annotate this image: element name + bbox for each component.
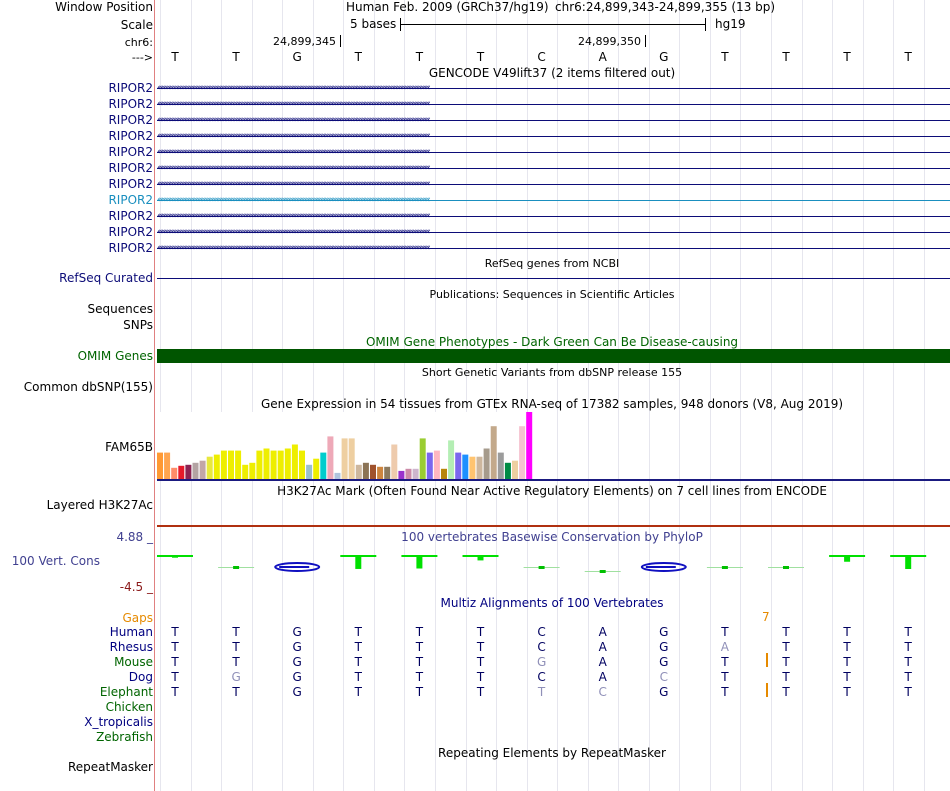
multiz-track-title[interactable]: Multiz Alignments of 100 Vertebrates	[440, 596, 664, 610]
scale-bar-right-tick	[705, 18, 706, 31]
gtex-tissue-bar[interactable]	[441, 469, 447, 479]
gtex-tissue-bar[interactable]	[278, 451, 284, 479]
base-letter: T	[782, 50, 790, 64]
gtex-tissue-bar[interactable]	[498, 453, 504, 479]
phylop-chart[interactable]	[157, 542, 950, 587]
alignment-base: T	[843, 670, 851, 684]
alignment-base: T	[415, 655, 424, 669]
gtex-tissue-bar[interactable]	[320, 453, 326, 479]
gtex-tissue-bar[interactable]	[271, 451, 277, 479]
gtex-tissue-bar[interactable]	[200, 461, 206, 479]
alignment-base: T	[171, 655, 179, 669]
gaps-label[interactable]: Gaps	[122, 611, 153, 625]
scale-text: 5 bases	[350, 17, 397, 31]
gtex-tissue-bar[interactable]	[193, 463, 199, 479]
strand-chevron-icon: ‹‹‹‹‹‹‹‹‹‹‹‹‹‹‹‹‹‹‹‹‹‹‹‹‹‹‹‹‹‹‹‹‹‹‹‹‹‹‹‹‹‹‹‹‹‹‹‹‹‹‹‹‹‹‹‹‹‹‹‹‹‹‹‹‹‹‹‹‹‹‹‹‹‹‹‹‹‹‹‹‹‹‹‹‹‹‹‹‹‹‹‹‹‹‹‹‹‹‹‹‹‹‹‹‹‹‹‹‹‹‹‹‹‹‹‹‹‹‹‹‹‹‹‹‹‹‹‹‹‹‹‹‹‹‹‹‹‹‹‹‹‹‹‹‹‹‹‹‹‹‹‹‹‹‹‹‹‹‹‹‹‹‹‹‹‹‹‹‹‹	[157, 213, 429, 220]
alignment-base: A	[598, 625, 607, 639]
alignment-base: T	[354, 655, 362, 669]
gtex-tissue-bar[interactable]	[342, 438, 348, 479]
gtex-track-title[interactable]: Gene Expression in 54 tissues from GTEx RNA-seq of 17382 samples, 948 donors (V8, Aug 2019)	[260, 397, 844, 411]
refseq-gene-line[interactable]	[157, 278, 950, 279]
gencode-gene-label[interactable]: RIPOR2	[108, 241, 153, 255]
alignment-base: G	[292, 640, 302, 654]
gencode-gene-label[interactable]: RIPOR2	[108, 193, 153, 207]
alignment-base: T	[782, 685, 790, 699]
gtex-tissue-bar[interactable]	[356, 465, 362, 479]
alignment-base: G	[292, 670, 302, 684]
alignment-base: G	[292, 625, 302, 639]
gtex-tissue-bar[interactable]	[242, 465, 248, 479]
alignment-base: T	[843, 625, 851, 639]
assembly-text: Human Feb. 2009 (GRCh37/hg19)	[346, 0, 549, 14]
gencode-gene-label[interactable]: RIPOR2	[108, 129, 153, 143]
alignment-base: T	[476, 670, 485, 684]
alignment-base: G	[292, 685, 302, 699]
alignment-base: T	[904, 670, 912, 684]
scale-db-text: hg19	[715, 17, 746, 31]
phylop-score-mark[interactable]	[524, 566, 560, 569]
alignment-base: T	[476, 625, 485, 639]
base-letter: T	[721, 50, 729, 64]
gtex-tissue-bar[interactable]	[349, 438, 355, 479]
alignment-base: C	[537, 625, 546, 639]
alignment-base: G	[659, 625, 669, 639]
species-label-rhesus[interactable]: Rhesus	[109, 640, 153, 654]
base-letter: T	[415, 50, 424, 64]
species-label-chicken[interactable]: Chicken	[105, 700, 153, 714]
gtex-tissue-bar[interactable]	[235, 451, 241, 479]
gtex-tissue-bar[interactable]	[178, 466, 184, 479]
gtex-tissue-bar[interactable]	[391, 445, 397, 480]
phylop-score-mark[interactable]	[218, 566, 254, 569]
alignment-base: T	[354, 670, 362, 684]
alignment-base: T	[354, 685, 362, 699]
gtex-tissue-bar[interactable]	[313, 459, 319, 479]
gtex-tissue-bar[interactable]	[434, 451, 440, 479]
alignment-base: A	[598, 640, 607, 654]
alignment-base: T	[843, 655, 851, 669]
gtex-tissue-bar[interactable]	[384, 467, 390, 479]
alignment-base: T	[415, 670, 424, 684]
alignment-base: T	[782, 655, 790, 669]
base-letter: G	[659, 50, 669, 64]
strand-chevron-icon: ‹‹‹‹‹‹‹‹‹‹‹‹‹‹‹‹‹‹‹‹‹‹‹‹‹‹‹‹‹‹‹‹‹‹‹‹‹‹‹‹‹‹‹‹‹‹‹‹‹‹‹‹‹‹‹‹‹‹‹‹‹‹‹‹‹‹‹‹‹‹‹‹‹‹‹‹‹‹‹‹‹‹‹‹‹‹‹‹‹‹‹‹‹‹‹‹‹‹‹‹‹‹‹‹‹‹‹‹‹‹‹‹‹‹‹‹‹‹‹‹‹‹‹‹‹‹‹‹‹‹‹‹‹‹‹‹‹‹‹‹‹‹‹‹‹‹‹‹‹‹‹‹‹‹‹‹‹‹‹‹‹‹‹‹‹‹‹‹‹‹	[157, 229, 429, 236]
gtex-tissue-bar[interactable]	[398, 471, 404, 479]
coord1-tick	[340, 35, 341, 47]
strand-chevron-icon: ‹‹‹‹‹‹‹‹‹‹‹‹‹‹‹‹‹‹‹‹‹‹‹‹‹‹‹‹‹‹‹‹‹‹‹‹‹‹‹‹‹‹‹‹‹‹‹‹‹‹‹‹‹‹‹‹‹‹‹‹‹‹‹‹‹‹‹‹‹‹‹‹‹‹‹‹‹‹‹‹‹‹‹‹‹‹‹‹‹‹‹‹‹‹‹‹‹‹‹‹‹‹‹‹‹‹‹‹‹‹‹‹‹‹‹‹‹‹‹‹‹‹‹‹‹‹‹‹‹‹‹‹‹‹‹‹‹‹‹‹‹‹‹‹‹‹‹‹‹‹‹‹‹‹‹‹‹‹‹‹‹‹‹‹‹‹‹‹‹‹	[157, 133, 429, 140]
coord1-text: 24,899,345	[273, 35, 336, 48]
alignment-base: T	[232, 640, 240, 654]
gtex-tissue-bar[interactable]	[164, 453, 170, 479]
h3k27ac-track-title[interactable]: H3K27Ac Mark (Often Found Near Active Regulatory Elements) on 7 cell lines from ENCODE	[277, 484, 827, 498]
scale-bar	[400, 24, 706, 25]
gtex-tissue-bar[interactable]	[448, 440, 454, 479]
gencode-gene-label[interactable]: RIPOR2	[108, 113, 153, 127]
vert-cons-label[interactable]: 100 Vert. Cons	[11, 554, 100, 568]
base-letter: G	[292, 50, 302, 64]
position-text: chr6:24,899,343-24,899,355 (13 bp)	[555, 0, 776, 14]
gap-bar-elephant	[766, 683, 768, 697]
strand-label[interactable]: --->	[131, 51, 153, 64]
alignment-base: T	[232, 685, 240, 699]
alignment-base: A	[598, 670, 607, 684]
alignment-base: T	[904, 655, 912, 669]
alignment-base: T	[171, 640, 179, 654]
gtex-tissue-bar[interactable]	[413, 469, 419, 479]
gtex-tissue-bar[interactable]	[505, 463, 511, 479]
alignment-base: T	[354, 640, 362, 654]
common-dbsnp-label[interactable]: Common dbSNP(155)	[23, 380, 153, 394]
gtex-tissue-bar[interactable]	[214, 455, 220, 479]
alignment-base: G	[536, 655, 547, 669]
refseq-track-title[interactable]: RefSeq genes from NCBI	[484, 257, 620, 270]
gtex-tissue-bar[interactable]	[264, 449, 270, 480]
alignment-base: T	[476, 655, 485, 669]
gtex-tissue-bar[interactable]	[221, 451, 227, 479]
phylop-score-mark[interactable]	[401, 555, 437, 569]
omim-label[interactable]: OMIM Genes	[77, 349, 153, 363]
alignment-base: T	[904, 625, 912, 639]
phylop-score-mark[interactable]	[829, 555, 865, 562]
coord2-text: 24,899,350	[578, 35, 641, 48]
alignment-base: T	[171, 625, 179, 639]
gtex-tissue-bar[interactable]	[171, 468, 177, 479]
base-letter: T	[354, 50, 362, 64]
alignment-base: T	[843, 685, 851, 699]
gencode-gene-label[interactable]: RIPOR2	[108, 81, 153, 95]
phylop-score-mark[interactable]	[340, 555, 376, 569]
alignment-base: T	[415, 640, 424, 654]
gtex-tissue-bar[interactable]	[207, 457, 213, 479]
scale-bar-left-tick	[400, 18, 401, 31]
gtex-tissue-bar[interactable]	[299, 451, 305, 479]
strand-chevron-icon: ‹‹‹‹‹‹‹‹‹‹‹‹‹‹‹‹‹‹‹‹‹‹‹‹‹‹‹‹‹‹‹‹‹‹‹‹‹‹‹‹‹‹‹‹‹‹‹‹‹‹‹‹‹‹‹‹‹‹‹‹‹‹‹‹‹‹‹‹‹‹‹‹‹‹‹‹‹‹‹‹‹‹‹‹‹‹‹‹‹‹‹‹‹‹‹‹‹‹‹‹‹‹‹‹‹‹‹‹‹‹‹‹‹‹‹‹‹‹‹‹‹‹‹‹‹‹‹‹‹‹‹‹‹‹‹‹‹‹‹‹‹‹‹‹‹‹‹‹‹‹‹‹‹‹‹‹‹‹‹‹‹‹‹‹‹‹‹‹‹‹	[157, 245, 429, 252]
gtex-tissue-bar[interactable]	[370, 465, 376, 479]
gtex-tissue-bar[interactable]	[285, 449, 291, 480]
gtex-gene-line	[157, 479, 950, 481]
chrom-label: chr6:	[124, 36, 153, 49]
alignment-base: T	[476, 685, 485, 699]
gtex-tissue-bar[interactable]	[455, 453, 461, 479]
gtex-tissue-bar[interactable]	[157, 453, 163, 479]
gtex-tissue-bar[interactable]	[377, 467, 383, 479]
alignment-base: T	[232, 655, 240, 669]
alignment-base: T	[721, 685, 729, 699]
alignment-base: T	[782, 640, 790, 654]
species-label-human[interactable]: Human	[109, 625, 153, 639]
gencode-track-title[interactable]: GENCODE V49lift37 (2 items filtered out)	[428, 66, 676, 80]
scale-label: Scale	[120, 18, 153, 32]
gtex-tissue-bar[interactable]	[292, 445, 298, 480]
gtex-tissue-bar[interactable]	[491, 426, 497, 479]
alignment-base: T	[721, 625, 729, 639]
alignment-base: C	[537, 640, 546, 654]
gtex-tissue-bar[interactable]	[519, 426, 525, 479]
strand-chevron-icon: ‹‹‹‹‹‹‹‹‹‹‹‹‹‹‹‹‹‹‹‹‹‹‹‹‹‹‹‹‹‹‹‹‹‹‹‹‹‹‹‹‹‹‹‹‹‹‹‹‹‹‹‹‹‹‹‹‹‹‹‹‹‹‹‹‹‹‹‹‹‹‹‹‹‹‹‹‹‹‹‹‹‹‹‹‹‹‹‹‹‹‹‹‹‹‹‹‹‹‹‹‹‹‹‹‹‹‹‹‹‹‹‹‹‹‹‹‹‹‹‹‹‹‹‹‹‹‹‹‹‹‹‹‹‹‹‹‹‹‹‹‹‹‹‹‹‹‹‹‹‹‹‹‹‹‹‹‹‹‹‹‹‹‹‹‹‹‹‹‹‹	[157, 181, 429, 188]
gtex-tissue-bar[interactable]	[249, 463, 255, 479]
species-label-dog[interactable]: Dog	[128, 670, 153, 684]
gtex-tissue-bar[interactable]	[427, 453, 433, 479]
species-label-mouse[interactable]: Mouse	[114, 655, 153, 669]
phylop-min-label: -4.5 _	[119, 580, 153, 594]
sequences-label[interactable]: Sequences	[87, 302, 153, 316]
phylop-max-label: 4.88 _	[116, 530, 153, 544]
gtex-tissue-bar[interactable]	[185, 465, 191, 479]
gtex-tissue-bar[interactable]	[306, 465, 312, 479]
gtex-tissue-bar[interactable]	[228, 451, 234, 479]
strand-chevron-icon: ‹‹‹‹‹‹‹‹‹‹‹‹‹‹‹‹‹‹‹‹‹‹‹‹‹‹‹‹‹‹‹‹‹‹‹‹‹‹‹‹‹‹‹‹‹‹‹‹‹‹‹‹‹‹‹‹‹‹‹‹‹‹‹‹‹‹‹‹‹‹‹‹‹‹‹‹‹‹‹‹‹‹‹‹‹‹‹‹‹‹‹‹‹‹‹‹‹‹‹‹‹‹‹‹‹‹‹‹‹‹‹‹‹‹‹‹‹‹‹‹‹‹‹‹‹‹‹‹‹‹‹‹‹‹‹‹‹‹‹‹‹‹‹‹‹‹‹‹‹‹‹‹‹‹‹‹‹‹‹‹‹‹‹‹‹‹‹‹‹‹	[157, 101, 429, 108]
gencode-gene-label[interactable]: RIPOR2	[108, 97, 153, 111]
gaps-value: 7	[762, 610, 770, 624]
alignment-base: G	[659, 655, 669, 669]
strand-chevron-icon: ‹‹‹‹‹‹‹‹‹‹‹‹‹‹‹‹‹‹‹‹‹‹‹‹‹‹‹‹‹‹‹‹‹‹‹‹‹‹‹‹‹‹‹‹‹‹‹‹‹‹‹‹‹‹‹‹‹‹‹‹‹‹‹‹‹‹‹‹‹‹‹‹‹‹‹‹‹‹‹‹‹‹‹‹‹‹‹‹‹‹‹‹‹‹‹‹‹‹‹‹‹‹‹‹‹‹‹‹‹‹‹‹‹‹‹‹‹‹‹‹‹‹‹‹‹‹‹‹‹‹‹‹‹‹‹‹‹‹‹‹‹‹‹‹‹‹‹‹‹‹‹‹‹‹‹‹‹‹‹‹‹‹‹‹‹‹‹‹‹‹	[157, 165, 429, 172]
species-label-x_tropicalis[interactable]: X_tropicalis	[84, 715, 153, 729]
alignment-base: T	[171, 670, 179, 684]
alignment-base: T	[476, 640, 485, 654]
alignment-base: T	[415, 625, 424, 639]
alignment-base: G	[659, 685, 669, 699]
alignment-base: C	[598, 685, 607, 699]
gtex-tissue-bar[interactable]	[256, 451, 262, 479]
gtex-tissue-bar[interactable]	[469, 457, 475, 479]
h3k27ac-label[interactable]: Layered H3K27Ac	[46, 498, 153, 512]
h3k27ac-baseline	[157, 525, 950, 527]
gtex-tissue-bar[interactable]	[477, 457, 483, 479]
species-label-zebrafish[interactable]: Zebrafish	[96, 730, 153, 744]
alignment-base: A	[598, 655, 607, 669]
repeatmasker-track-title[interactable]: Repeating Elements by RepeatMasker	[438, 746, 666, 760]
phylop-score-mark[interactable]	[642, 563, 686, 571]
coord2-tick	[645, 35, 646, 47]
base-letter: T	[171, 50, 179, 64]
strand-chevron-icon: ‹‹‹‹‹‹‹‹‹‹‹‹‹‹‹‹‹‹‹‹‹‹‹‹‹‹‹‹‹‹‹‹‹‹‹‹‹‹‹‹‹‹‹‹‹‹‹‹‹‹‹‹‹‹‹‹‹‹‹‹‹‹‹‹‹‹‹‹‹‹‹‹‹‹‹‹‹‹‹‹‹‹‹‹‹‹‹‹‹‹‹‹‹‹‹‹‹‹‹‹‹‹‹‹‹‹‹‹‹‹‹‹‹‹‹‹‹‹‹‹‹‹‹‹‹‹‹‹‹‹‹‹‹‹‹‹‹‹‹‹‹‹‹‹‹‹‹‹‹‹‹‹‹‹‹‹‹‹‹‹‹‹‹‹‹‹‹‹‹‹	[157, 117, 429, 124]
dbsnp-track-title[interactable]: Short Genetic Variants from dbSNP release 155	[421, 366, 683, 379]
alignment-base: T	[721, 670, 729, 684]
gtex-tissue-bar[interactable]	[462, 455, 468, 479]
gtex-tissue-bar[interactable]	[526, 412, 532, 479]
refseq-label[interactable]: RefSeq Curated	[59, 271, 153, 285]
gencode-gene-label[interactable]: RIPOR2	[108, 177, 153, 191]
base-letter: A	[598, 50, 607, 64]
alignment-base: T	[904, 685, 912, 699]
alignment-base: G	[231, 670, 241, 684]
phylop-track-title[interactable]: 100 vertebrates Basewise Conservation by PhyloP	[401, 530, 703, 544]
gtex-tissue-bar[interactable]	[327, 436, 333, 479]
phylop-score-mark[interactable]	[585, 570, 621, 573]
repeatmasker-label[interactable]: RepeatMasker	[67, 760, 153, 774]
phylop-score-mark[interactable]	[275, 563, 319, 571]
alignment-base: T	[171, 685, 179, 699]
alignment-base: T	[537, 685, 546, 699]
gencode-gene-label[interactable]: RIPOR2	[108, 209, 153, 223]
alignment-base: G	[659, 640, 669, 654]
alignment-base: T	[354, 625, 362, 639]
alignment-base: C	[537, 670, 546, 684]
base-letter: C	[537, 50, 546, 64]
gtex-tissue-bar[interactable]	[512, 461, 518, 479]
gencode-gene-label[interactable]: RIPOR2	[108, 161, 153, 175]
label-separator	[154, 0, 155, 791]
alignment-base: T	[782, 625, 790, 639]
gencode-gene-label[interactable]: RIPOR2	[108, 225, 153, 239]
alignment-base: A	[720, 640, 729, 654]
alignment-base: C	[659, 670, 668, 684]
strand-chevron-icon: ‹‹‹‹‹‹‹‹‹‹‹‹‹‹‹‹‹‹‹‹‹‹‹‹‹‹‹‹‹‹‹‹‹‹‹‹‹‹‹‹‹‹‹‹‹‹‹‹‹‹‹‹‹‹‹‹‹‹‹‹‹‹‹‹‹‹‹‹‹‹‹‹‹‹‹‹‹‹‹‹‹‹‹‹‹‹‹‹‹‹‹‹‹‹‹‹‹‹‹‹‹‹‹‹‹‹‹‹‹‹‹‹‹‹‹‹‹‹‹‹‹‹‹‹‹‹‹‹‹‹‹‹‹‹‹‹‹‹‹‹‹‹‹‹‹‹‹‹‹‹‹‹‹‹‹‹‹‹‹‹‹‹‹‹‹‹‹‹‹‹	[157, 149, 429, 156]
gtex-tissue-bar[interactable]	[484, 449, 490, 480]
species-label-elephant[interactable]: Elephant	[99, 685, 153, 699]
gap-bar-mouse	[766, 653, 768, 667]
gtex-tissue-bar[interactable]	[420, 438, 426, 479]
phylop-score-mark[interactable]	[768, 566, 804, 569]
base-letter: T	[904, 50, 912, 64]
strand-chevron-icon: ‹‹‹‹‹‹‹‹‹‹‹‹‹‹‹‹‹‹‹‹‹‹‹‹‹‹‹‹‹‹‹‹‹‹‹‹‹‹‹‹‹‹‹‹‹‹‹‹‹‹‹‹‹‹‹‹‹‹‹‹‹‹‹‹‹‹‹‹‹‹‹‹‹‹‹‹‹‹‹‹‹‹‹‹‹‹‹‹‹‹‹‹‹‹‹‹‹‹‹‹‹‹‹‹‹‹‹‹‹‹‹‹‹‹‹‹‹‹‹‹‹‹‹‹‹‹‹‹‹‹‹‹‹‹‹‹‹‹‹‹‹‹‹‹‹‹‹‹‹‹‹‹‹‹‹‹‹‹‹‹‹‹‹‹‹‹‹‹‹‹	[157, 85, 429, 92]
gtex-bar-chart[interactable]	[157, 412, 537, 480]
strand-chevron-icon: ‹‹‹‹‹‹‹‹‹‹‹‹‹‹‹‹‹‹‹‹‹‹‹‹‹‹‹‹‹‹‹‹‹‹‹‹‹‹‹‹‹‹‹‹‹‹‹‹‹‹‹‹‹‹‹‹‹‹‹‹‹‹‹‹‹‹‹‹‹‹‹‹‹‹‹‹‹‹‹‹‹‹‹‹‹‹‹‹‹‹‹‹‹‹‹‹‹‹‹‹‹‹‹‹‹‹‹‹‹‹‹‹‹‹‹‹‹‹‹‹‹‹‹‹‹‹‹‹‹‹‹‹‹‹‹‹‹‹‹‹‹‹‹‹‹‹‹‹‹‹‹‹‹‹‹‹‹‹‹‹‹‹‹‹‹‹‹‹‹‹	[157, 197, 429, 204]
window-position-label: Window Position	[55, 0, 153, 14]
phylop-score-mark[interactable]	[463, 555, 499, 560]
snps-label[interactable]: SNPs	[123, 318, 153, 332]
gtex-tissue-bar[interactable]	[406, 469, 412, 479]
gencode-gene-label[interactable]: RIPOR2	[108, 145, 153, 159]
base-letter: T	[232, 50, 240, 64]
alignment-base: T	[232, 625, 240, 639]
publications-track-title[interactable]: Publications: Sequences in Scientific Articles	[429, 288, 675, 301]
phylop-score-mark[interactable]	[157, 555, 193, 558]
fam65b-label[interactable]: FAM65B	[105, 440, 153, 454]
alignment-base: T	[782, 670, 790, 684]
alignment-base: T	[415, 685, 424, 699]
omim-track-title[interactable]: OMIM Gene Phenotypes - Dark Green Can Be Disease-causing	[365, 335, 739, 349]
alignment-base: T	[721, 655, 729, 669]
phylop-score-mark[interactable]	[890, 555, 926, 569]
gtex-tissue-bar[interactable]	[363, 463, 369, 479]
base-letter: T	[843, 50, 851, 64]
alignment-base: G	[292, 655, 302, 669]
alignment-base: T	[843, 640, 851, 654]
base-letter: T	[476, 50, 485, 64]
phylop-score-mark[interactable]	[707, 566, 743, 569]
alignment-base: T	[904, 640, 912, 654]
omim-gene-bar[interactable]	[157, 349, 950, 363]
